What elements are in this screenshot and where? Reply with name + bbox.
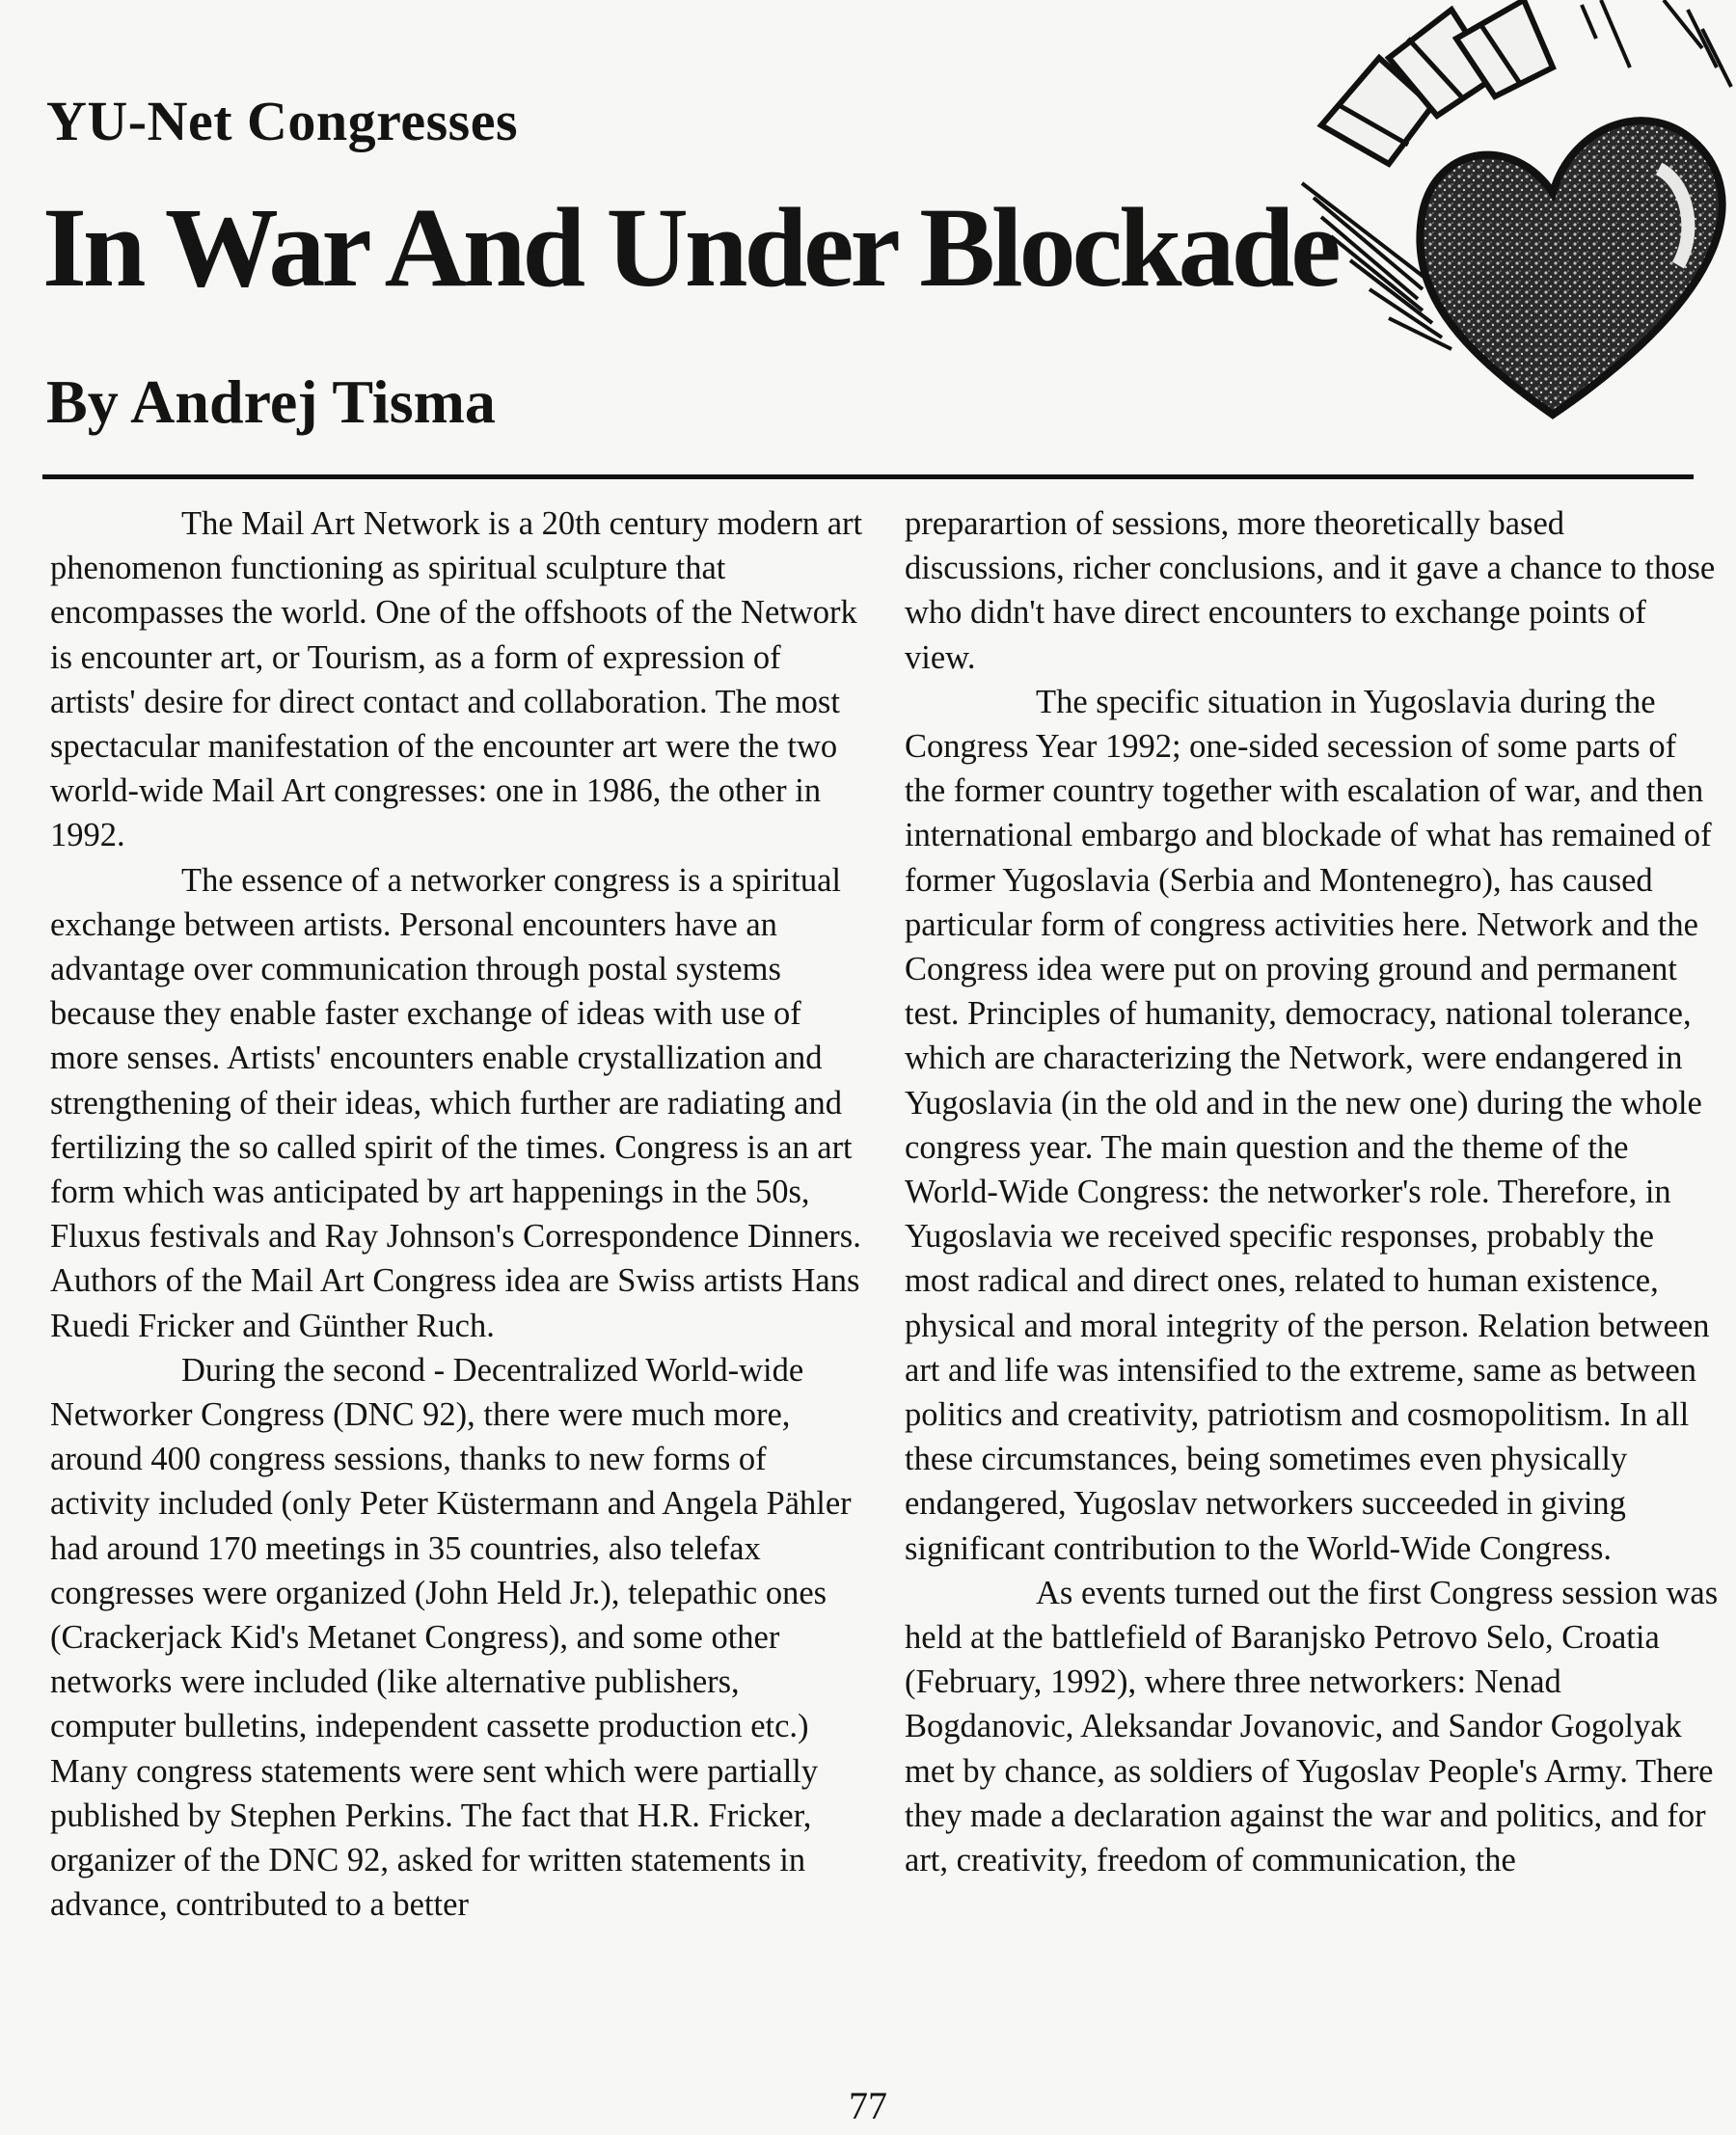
heart-with-arrows-icon — [1263, 0, 1736, 424]
page-number: 77 — [849, 2084, 887, 2127]
left-column — [50, 501, 870, 1928]
right-column — [905, 501, 1724, 1882]
paragraph: The Mail Art Network is a 20th century modern art phenomenon functioning as spiritual sculpture that encompasses the world. One of the offshoots of the Network is encounter art, or Tourism, as a form of expression of artists' desire for direct contact and collaboration. The most spectacular manifestation of the encounter art were the two world-wide Mail Art congresses: one in 1986, the other in 1992. — [50, 505, 863, 854]
paragraph: The essence of a networker congress is a spiritual exchange between artists. Personal encounters have an advantage over communication through postal systems because they enable faster exchange of ideas with use of more senses. Artists' encounters enable crystallization and strengthening of their ideas, which further are radiating and fertilizing the so called spirit of the times. Congress is an art form which was anticipated by art happenings in the 50s, Fluxus festivals and Ray Johnson's Correspondence Dinners. Authors of the Mail Art Congress idea are Swiss artists Hans Ruedi Fricker and Günther Ruch. — [50, 861, 861, 1344]
article-title: In War And Under Blockade — [42, 184, 1338, 311]
paragraph: As events turned out the first Congress session was held at the battlefield of Baranjsko Petrovo Selo, Croatia (February, 1992), where three networkers: Nenad Bogdanovic, Aleksandar Jovanovic, and Sandor Gogolyak met by chance, as soldiers of Yugoslav People's Army. There they made a declaration against the war and politics, and for art, creativity, freedom of communication, the — [905, 1574, 1719, 1879]
paragraph: preparartion of sessions, more theoretically based discussions, richer conclusions, and it gave a chance to those who didn't have direct encounters to exchange points of view. — [905, 505, 1716, 676]
article-byline: By Andrej Tisma — [46, 367, 496, 436]
header-rule — [42, 474, 1694, 479]
paragraph: The specific situation in Yugoslavia during the Congress Year 1992; one-sided secession of some parts of the former country together with escalation of war, and then international embargo and blockade of what has remained of former Yugoslavia (Serbia and Montenegro), has caused particular form of congress activities here. Network and the Congress idea were put on proving ground and permanent test. Principles of humanity, democracy, national tolerance, which are characterizing the Network, were endangered in Yugoslavia (in the old and in the new one) during the whole congress year. The main question and the theme of the World-Wide Congress: the networker's role. Therefore, in Yugoslavia we received specific responses, probably the most radical and direct ones, related to human existence, physical and moral integrity of the person. Relation between art and life was intensified to the extreme, same as between politics and creativity, patriotism and cosmopolitism. In all these circumstances, being sometimes even physically endangered, Yugoslav networkers succeeded in giving significant contribution to the World-Wide Congress. — [905, 683, 1712, 1567]
paragraph: During the second - Decentralized World-wide Networker Congress (DNC 92), there were much more, around 400 congress sessions, thanks to new forms of activity included (only Peter Küstermann and Angela Pähler had around 170 meetings in 35 countries, also telefax congresses were organized (John Held Jr.), telepathic ones (Crackerjack Kid's Metanet Congress), and some other networks were included (like alternative publishers, computer bulletins, independent cassette production etc.) Many congress statements were sent which were partially published by Stephen Perkins. The fact that H.R. Fricker, organizer of the DNC 92, asked for written statements in advance, contributed to a better — [50, 1351, 852, 1924]
section-kicker: YU-Net Congresses — [46, 90, 519, 152]
